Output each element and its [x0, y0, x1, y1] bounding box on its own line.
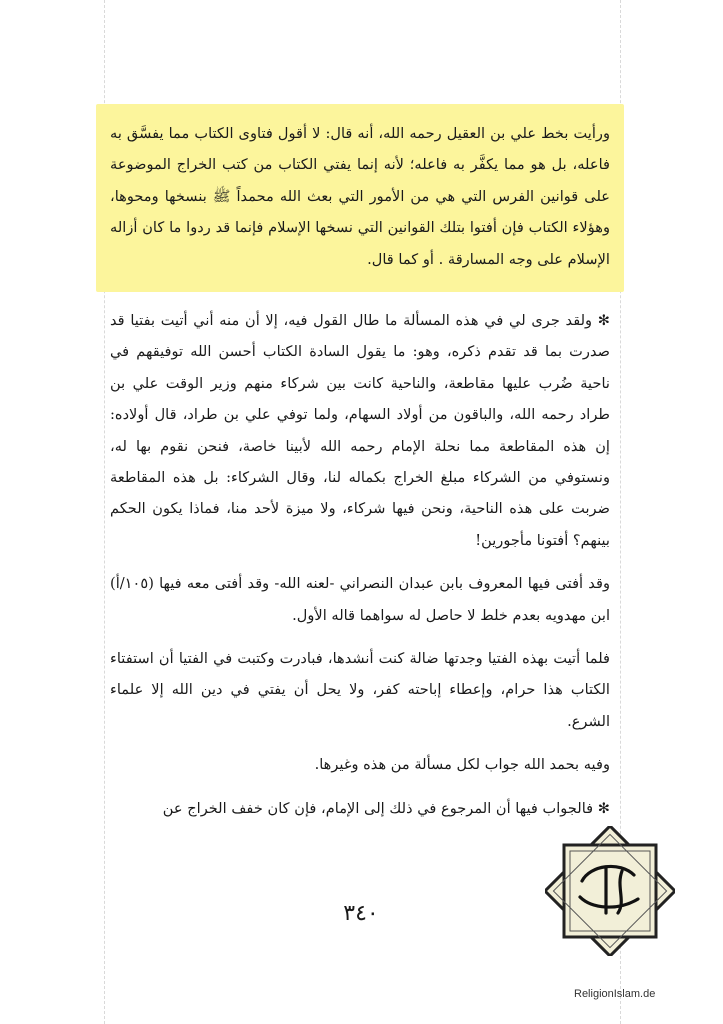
- page-number: ٣٤٠: [343, 901, 379, 926]
- highlighted-paragraph: [110, 118, 610, 275]
- highlighted-text: ورأيت بخط علي بن العقيل رحمه الله، أنه قال: لا أقول فتاوى الكتاب مما يفسَّق به فاعله، بل هو مما يكفَّر به فاعله؛ لأنه إنما يفتي الكتاب من كتب الخراج الموضوعة على قوانين الفرس التي هي من الأمور التي بعث الله محمداً ﷺ بنسخها ومحوها، وهؤلاء الكتاب فإن أفتوا بتلك القوانين التي نسخها الإسلام فإنما قد ردوا ما كان أزاله الإسلام على وجه المسارقة: [110, 125, 610, 268]
- body-text: [110, 305, 610, 824]
- paragraph-question: ✻ ولقد جرى لي في هذه المسألة ما طال القول فيه، إلا أن منه أني أتيت بفتيا قد صدرت بما قد تقدم ذكره، وهو: ما يقول السادة الكتاب أحسن الله توفيقهم في ناحية ضُرب عليها مقاطعة، والناحية كانت بين شركاء منهم وزير الوقت علي بن طراد رحمه الله، والباقون من أولاد السهام، ولما توفي علي بن طراد، قال أولاده: إن هذه المقاطعة مما نحلة الإمام رحمه الله لأبينا خاصة، فنحن نقوم بها له، ونستوفي من الشركاء مبلغ الخراج بكماله لنا، وقال الشركاء: بل هذه المقاطعة ضربت على هذه الناحية، ونحن فيها شركاء، ولا ميزة لأحد منا، فماذا يكون الحكم بينهم؟ أفتونا مأجورين!: [110, 312, 610, 549]
- watermark-text: ReligionIslam.de: [574, 988, 656, 1000]
- religionislam-seal-logo: [545, 826, 675, 956]
- paragraph-author-answer: فلما أتيت بهذه الفتيا وجدتها ضالة كنت أنشدها، فبادرت وكتبت في الفتيا أن استفتاء الكتاب هذا حرام، وإعطاء إباحته كفر، ولا يحل أن يفتي في دين الله إلا علماء الشرع.: [110, 650, 610, 730]
- paragraph-note: وفيه بحمد الله جواب لكل مسألة من هذه وغيرها.: [314, 756, 610, 774]
- paragraph-answer-start: ✻ فالجواب فيها أن المرجوع في ذلك إلى الإمام، فإن كان خفف الخراج عن: [162, 799, 610, 817]
- paragraph-fatwa-others: وقد أفتى فيها المعروف بابن عبدان النصراني -لعنه الله- وقد أفتى معه فيها (١٠٥/أ) ابن مهدويه بعدم خلط لا حاصل له سواهما قاله الأول.: [110, 575, 610, 624]
- highlighted-text-tail: . أو كما قال.: [367, 250, 444, 268]
